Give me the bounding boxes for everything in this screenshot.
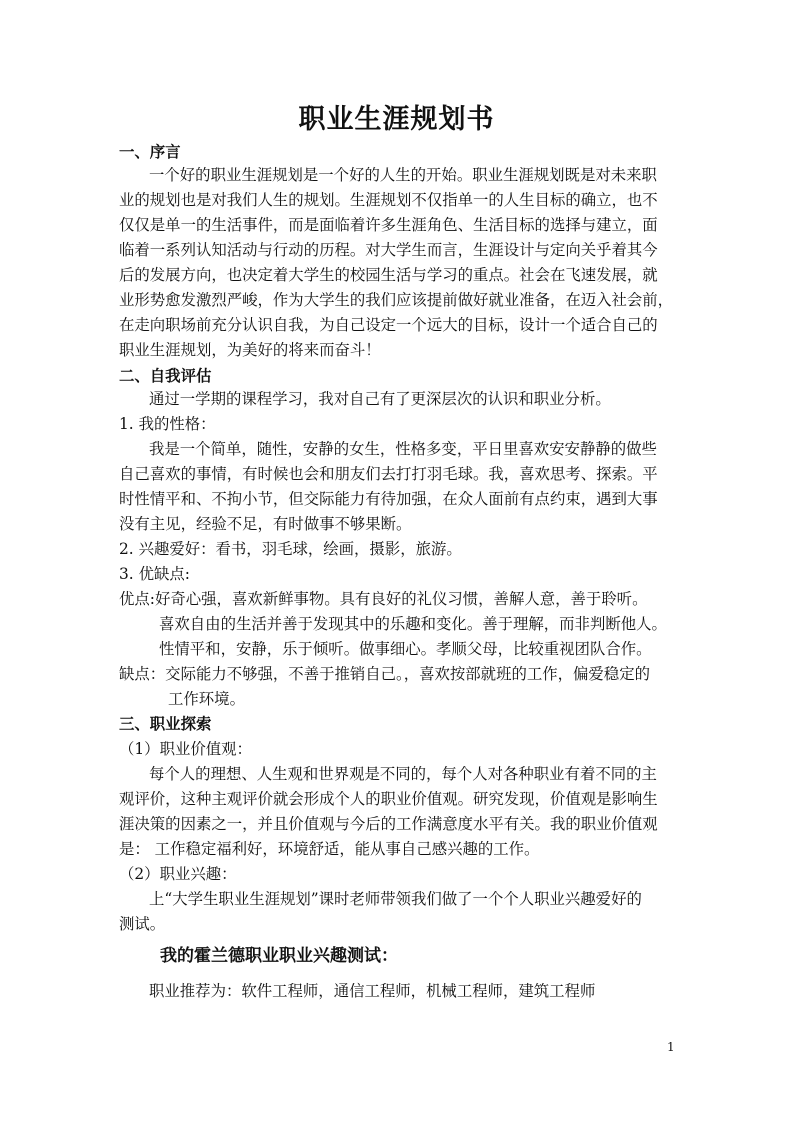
advantages-line: 性情平和，安静，乐于倾听。做事细心。孝顺父母，比较重视团队合作。: [159, 640, 652, 658]
advantages-line: 优点:好奇心强，喜欢新鲜事物。具有良好的礼仪习惯，善解人意，善于聆听。: [119, 590, 648, 608]
holland-test-heading: 我的霍兰德职业职业兴趣测试：: [160, 946, 398, 966]
paragraph-line: 在走向职场前充分认识自我，为自己设定一个远大的目标，设计一个适合自己的: [119, 316, 658, 334]
subheading-personality: 1. 我的性格：: [119, 415, 216, 433]
paragraph-line: 涯决策的因素之一，并且价值观与今后的工作满意度水平有关。我的职业价值观: [119, 815, 658, 833]
disadvantages-line: 缺点：交际能力不够强，不善于推销自己。，喜欢按部就班的工作，偏爱稳定的: [119, 665, 650, 683]
paragraph-line: 业形势愈发激烈严峻，作为大学生的我们应该提前做好就业准备，在迈入社会前，: [119, 291, 674, 309]
disadvantages-line: 工作环境。: [168, 690, 245, 708]
paragraph-line: 测试。: [119, 915, 166, 933]
section-heading-career-exploration: 三、职业探索: [119, 715, 212, 733]
paragraph-line: 临着一系列认知活动与行动的历程。对大学生而言，生涯设计与定向关乎着其今: [119, 241, 658, 259]
advantages-line: 喜欢自由的生活并善于发现其中的乐趣和变化。善于理解，而非判断他人。: [159, 615, 667, 633]
paragraph-line: 是： 工作稳定福利好，环境舒适，能从事自己感兴趣的工作。: [119, 840, 540, 858]
subheading-pros-cons: 3. 优缺点:: [119, 565, 190, 583]
paragraph-line: 观评价，这种主观评价就会形成个人的职业价值观。研究发现，价值观是影响生: [119, 790, 658, 808]
paragraph-line: 仅仅是单一的生活事件，而是面临着许多生涯角色、生活目标的选择与建立，面: [119, 216, 658, 234]
page-number: 1: [667, 1040, 675, 1054]
subheading-values: （1）职业价值观：: [119, 740, 252, 758]
paragraph-line: 后的发展方向，也决定着大学生的校园生活与学习的重点。社会在飞速发展，就: [119, 266, 658, 284]
paragraph-line: 我是一个简单，随性，安静的女生，性格多变，平日里喜欢安安静静的做些: [149, 440, 657, 458]
career-recommendation: 职业推荐为：软件工程师，通信工程师，机械工程师，建筑工程师: [149, 982, 596, 1000]
page-title: 职业生涯规划书: [298, 104, 495, 135]
section-heading-preface: 一、序言: [119, 143, 181, 161]
paragraph-line: 时性情平和、不拘小节，但交际能力有待加强，在众人面前有点约束，遇到大事: [119, 490, 658, 508]
paragraph-line: 自己喜欢的事情，有时候也会和朋友们去打打羽毛球。我，喜欢思考、探索。平: [119, 465, 658, 483]
paragraph-line: 通过一学期的课程学习，我对自己有了更深层次的认识和职业分析。: [149, 390, 611, 408]
paragraph-line: 每个人的理想、人生观和世界观是不同的，每个人对各种职业有着不同的主: [149, 765, 657, 783]
paragraph-line: 业的规划也是对我们人生的规划。生涯规划不仅指单一的人生目标的确立，也不: [119, 191, 658, 209]
subheading-interests: （2）职业兴趣：: [119, 865, 237, 883]
section-heading-self-assessment: 二、自我评估: [119, 367, 212, 385]
subheading-hobbies: 2. 兴趣爱好：看书，羽毛球，绘画，摄影，旅游。: [119, 540, 462, 558]
paragraph-line: 职业生涯规划，为美好的将来而奋斗！: [119, 341, 381, 359]
paragraph-line: 一个好的职业生涯规划是一个好的人生的开始。职业生涯规划既是对未来职: [149, 166, 657, 184]
paragraph-line: 上“大学生职业生涯规划”课时老师带领我们做了一个个人职业兴趣爱好的: [149, 890, 642, 908]
paragraph-line: 没有主见，经验不足，有时做事不够果断。: [119, 515, 412, 533]
